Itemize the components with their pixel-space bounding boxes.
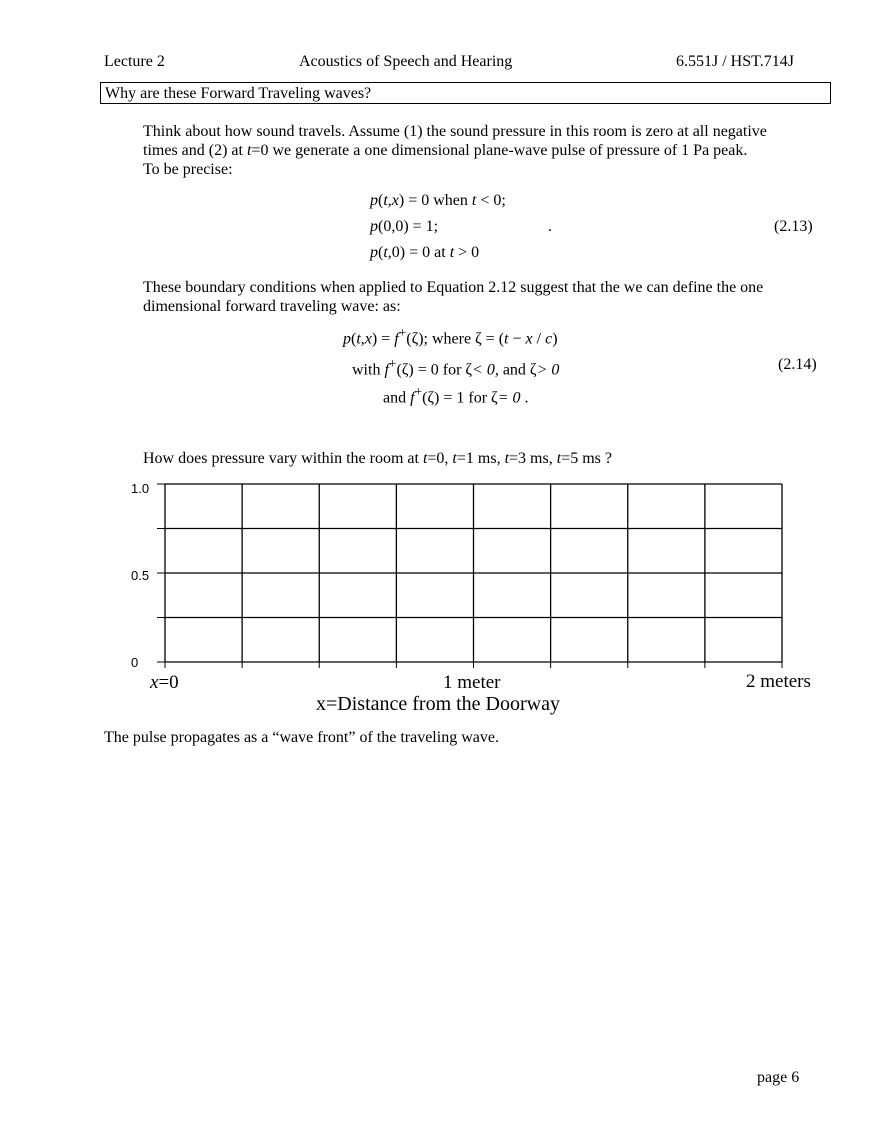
- boundary-line-1: These boundary conditions when applied to Equation 2.12 suggest that the we can define the one: [143, 279, 764, 296]
- page-number: page 6: [757, 1069, 800, 1086]
- boundary-paragraph: [143, 278, 843, 316]
- eq213-number: (2.13): [774, 218, 813, 235]
- eq213-line-2: p(0,0) = 1;: [370, 218, 439, 235]
- eq213-line-3: p(t,0) = 0 at t > 0: [370, 244, 480, 261]
- y-tick-label-1.0: 1.0: [131, 481, 150, 496]
- x-tick-label-0: x=0: [150, 672, 179, 693]
- eq214-line-3: and f+(ζ) = 1 for ζ= 0 .: [383, 384, 529, 407]
- header-course-number: 6.551J / HST.714J: [676, 53, 794, 70]
- eq213-dot: .: [548, 218, 552, 235]
- eq214-line-2: with f+(ζ) = 0 for ζ< 0, and ζ> 0: [352, 356, 560, 379]
- x-tick-label-2m: 2 meters: [746, 671, 811, 692]
- chart-ticks: [157, 484, 782, 668]
- question-text: How does pressure vary within the room at t=0, t=1 ms, t=3 ms, t=5 ms ?: [143, 450, 612, 467]
- header-lecture: Lecture 2: [104, 53, 165, 70]
- intro-paragraph: [143, 122, 843, 179]
- boundary-line-2: dimensional forward traveling wave: as:: [143, 298, 401, 315]
- header-course-title: Acoustics of Speech and Hearing: [299, 53, 513, 70]
- intro-line-2: times and (2) at t=0 we generate a one dimensional plane-wave pulse of pressure of 1 Pa peak.: [143, 142, 748, 159]
- eq214-line-1: p(t,x) = f+(ζ); where ζ = (t − x / c): [343, 325, 558, 348]
- intro-line-1: Think about how sound travels. Assume (1) the sound pressure in this room is zero at all negative: [143, 123, 767, 140]
- section-title: Why are these Forward Traveling waves?: [105, 85, 372, 102]
- y-tick-label-0: 0: [131, 655, 139, 670]
- x-tick-label-1m: 1 meter: [443, 672, 501, 693]
- chart-grid: [165, 484, 782, 662]
- section-title-box: [100, 82, 831, 104]
- x-axis-title: x=Distance from the Doorway: [316, 693, 560, 715]
- y-tick-label-0.5: 0.5: [131, 568, 150, 583]
- closing-sentence: The pulse propagates as a “wave front” of the traveling wave.: [104, 729, 499, 746]
- eq214-number: (2.14): [778, 356, 817, 373]
- intro-line-3: To be precise:: [143, 161, 233, 178]
- eq213-line-1: p(t,x) = 0 when t < 0;: [370, 192, 506, 209]
